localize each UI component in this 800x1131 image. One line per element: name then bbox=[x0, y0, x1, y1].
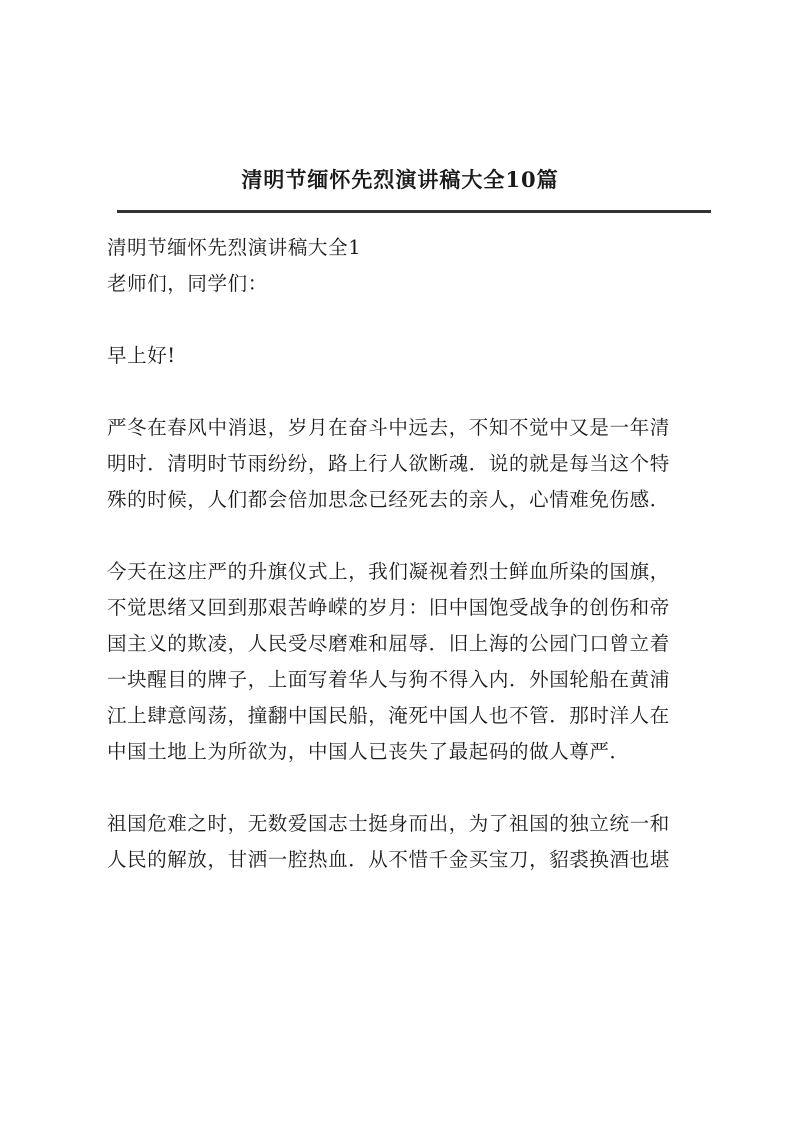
section-heading: 清明节缅怀先烈演讲稿大全1 bbox=[107, 236, 362, 259]
paragraph-spacer bbox=[107, 374, 717, 410]
paragraph-line: 国主义的欺凌，人民受尽磨难和屈辱．旧上海的公园门口曾立着 bbox=[107, 632, 670, 655]
paragraph-spacer bbox=[107, 302, 717, 338]
title-underline bbox=[117, 210, 711, 213]
paragraph-line: 严冬在春风中消退，岁月在奋斗中远去，不知不觉中又是一年清 bbox=[107, 416, 670, 439]
paragraph-line: 殊的时候，人们都会倍加思念已经死去的亲人，心情难免伤感． bbox=[107, 488, 670, 511]
paragraph-spacer bbox=[107, 518, 717, 554]
paragraph-line: 祖国危难之时，无数爱国志士挺身而出，为了祖国的独立统一和 bbox=[107, 812, 670, 835]
paragraph-line: 中国土地上为所欲为，中国人已丧失了最起码的做人尊严． bbox=[107, 740, 630, 763]
paragraph-line: 不觉思绪又回到那艰苦峥嵘的岁月：旧中国饱受战争的创伤和帝 bbox=[107, 596, 670, 619]
salutation: 老师们，同学们： bbox=[107, 272, 268, 295]
paragraph-line: 一块醒目的牌子，上面写着华人与狗不得入内．外国轮船在黄浦 bbox=[107, 668, 670, 691]
paragraph-line: 明时．清明时节雨纷纷，路上行人欲断魂．说的就是每当这个特 bbox=[107, 452, 670, 475]
paragraph-line: 江上肆意闯荡，撞翻中国民船，淹死中国人也不管．那时洋人在 bbox=[107, 704, 670, 727]
paragraph-spacer bbox=[107, 770, 717, 806]
paragraph-3 bbox=[107, 806, 717, 878]
document-body bbox=[107, 230, 717, 878]
paragraph-2 bbox=[107, 554, 717, 770]
greeting: 早上好! bbox=[107, 344, 176, 367]
paragraph-line: 今天在这庄严的升旗仪式上，我们凝视着烈士鲜血所染的国旗， bbox=[107, 560, 670, 583]
document-title: 清明节缅怀先烈演讲稿大全10篇 bbox=[241, 167, 559, 192]
paragraph-1 bbox=[107, 410, 717, 518]
paragraph-line: 人民的解放，甘洒一腔热血．从不惜千金买宝刀，貂裘换酒也堪 bbox=[107, 848, 670, 871]
